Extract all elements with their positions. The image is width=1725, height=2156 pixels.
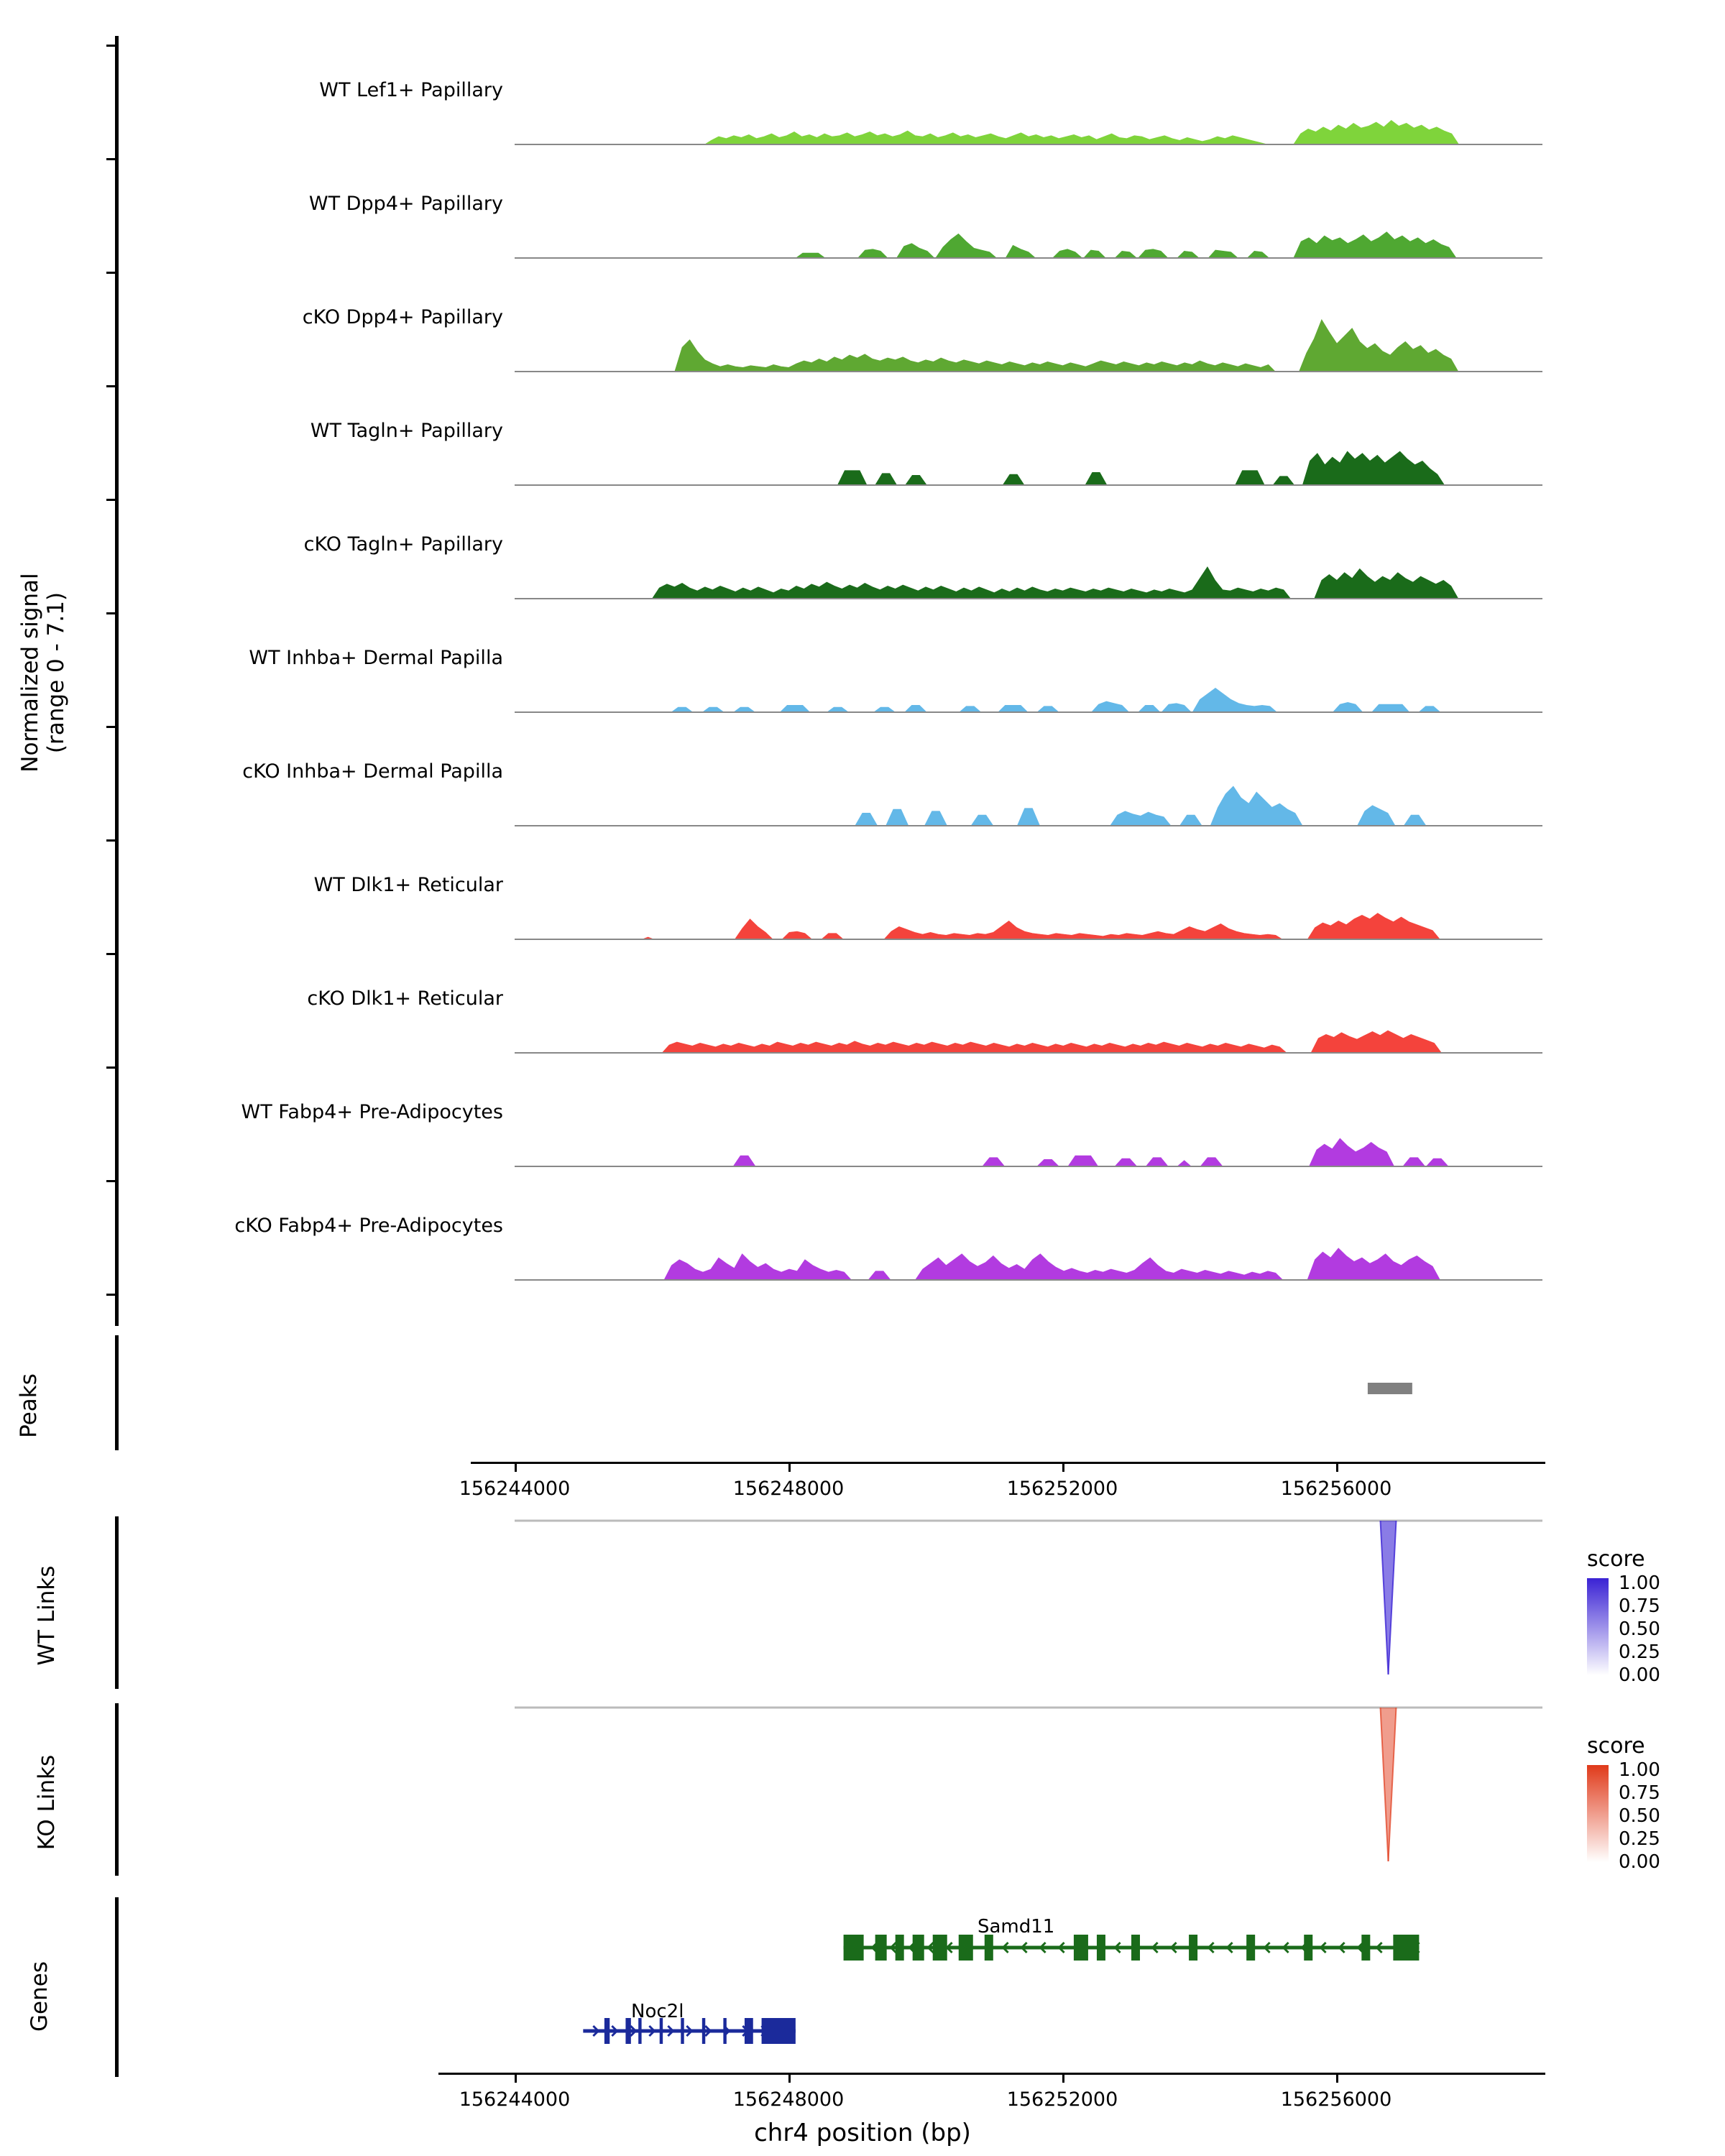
y-axis-tick: [106, 612, 116, 614]
y-axis-tick: [106, 158, 116, 160]
track-label-4: cKO Tagln+ Papillary: [303, 533, 503, 556]
ko-links-track: [515, 1703, 1542, 1876]
peaks-track: [515, 1335, 1542, 1450]
signal-track-8: [515, 995, 1542, 1054]
x-axis-tick-bottom: [515, 2073, 517, 2083]
signal-track-10: [515, 1222, 1542, 1281]
track-label-9: WT Fabp4+ Pre-Adipocytes: [241, 1101, 503, 1123]
wt-links-legend-title: score: [1587, 1547, 1645, 1572]
y-axis-tick: [106, 1294, 116, 1296]
x-axis-tick: [788, 1462, 791, 1472]
x-tick-label-1: 156248000: [732, 1478, 845, 1500]
signal-track-0: [515, 86, 1542, 145]
y-axis-label-line1: Normalized signal: [17, 573, 43, 773]
x-tick-label-bottom-3: 156256000: [1280, 2088, 1392, 2111]
y-axis-tick: [106, 1067, 116, 1069]
wt-links-panel-label: WT Links: [34, 1565, 60, 1666]
ko-links-legend-tick-0: 1.00: [1619, 1759, 1660, 1781]
genes-panel-bracket: [115, 1897, 119, 2077]
peaks-panel-label: Peaks: [16, 1373, 42, 1438]
x-tick-label-bottom-2: 156252000: [1006, 2088, 1118, 2111]
track-label-8: cKO Dlk1+ Reticular: [307, 987, 503, 1010]
y-axis-tick: [106, 499, 116, 501]
ko-links-legend-colorbar: [1587, 1765, 1609, 1862]
signal-track-6: [515, 768, 1542, 826]
wt-links-legend-tick-3: 0.25: [1619, 1641, 1660, 1663]
x-tick-label-2: 156252000: [1006, 1478, 1118, 1500]
x-axis-tick: [1336, 1462, 1338, 1472]
track-label-6: cKO Inhba+ Dermal Papilla: [242, 760, 503, 783]
signal-track-9: [515, 1108, 1542, 1167]
ko-links-legend-tick-3: 0.25: [1619, 1828, 1660, 1850]
x-axis-tick-bottom: [788, 2073, 791, 2083]
ko-links-legend-tick-4: 0.00: [1619, 1851, 1660, 1873]
x-axis-title: chr4 position (bp): [754, 2119, 971, 2147]
peaks-x-axis-line: [471, 1462, 1545, 1464]
signal-track-3: [515, 427, 1542, 486]
wt-links-track: [515, 1516, 1542, 1689]
ko-links-panel-bracket: [115, 1703, 119, 1876]
wt-links-legend-tick-2: 0.50: [1619, 1618, 1660, 1640]
ko-links-legend-tick-2: 0.50: [1619, 1805, 1660, 1827]
wt-links-legend-tick-1: 0.75: [1619, 1595, 1660, 1617]
track-label-2: cKO Dpp4+ Papillary: [302, 306, 503, 328]
x-tick-label-bottom-0: 156244000: [459, 2088, 571, 2111]
y-axis-tick: [106, 272, 116, 274]
x-tick-label-0: 156244000: [459, 1478, 571, 1500]
wt-links-legend-colorbar: [1587, 1578, 1609, 1675]
ko-links-panel-label: KO Links: [34, 1754, 60, 1851]
track-label-0: WT Lef1+ Papillary: [319, 79, 503, 101]
y-axis-tick: [106, 45, 116, 47]
peaks-panel-bracket: [115, 1335, 119, 1450]
x-tick-label-bottom-1: 156248000: [732, 2088, 845, 2111]
y-axis-tick: [106, 953, 116, 955]
ko-links-legend-title: score: [1587, 1733, 1645, 1759]
genes-panel-label: Genes: [27, 1961, 52, 2032]
x-axis-tick-bottom: [1336, 2073, 1338, 2083]
wt-links-legend-tick-4: 0.00: [1619, 1664, 1660, 1686]
track-label-7: WT Dlk1+ Reticular: [313, 874, 503, 896]
signal-track-2: [515, 313, 1542, 372]
y-axis-tick: [106, 385, 116, 387]
track-label-10: cKO Fabp4+ Pre-Adipocytes: [234, 1215, 503, 1237]
track-label-3: WT Tagln+ Papillary: [310, 420, 503, 442]
signal-track-1: [515, 200, 1542, 259]
signal-panel-bracket: [115, 36, 119, 1326]
genes-x-axis-line: [438, 2073, 1545, 2075]
signal-track-4: [515, 540, 1542, 599]
y-axis-tick: [106, 1180, 116, 1182]
x-tick-label-3: 156256000: [1280, 1478, 1392, 1500]
x-axis-tick: [1062, 1462, 1064, 1472]
ko-links-legend-tick-1: 0.75: [1619, 1782, 1660, 1804]
y-axis-tick: [106, 839, 116, 842]
gene-label-noc2l: Noc2l: [631, 2001, 684, 2022]
track-label-1: WT Dpp4+ Papillary: [308, 193, 503, 215]
y-axis-label-line2: (range 0 - 7.1): [43, 591, 69, 754]
signal-track-7: [515, 881, 1542, 940]
wt-links-legend-tick-0: 1.00: [1619, 1572, 1660, 1594]
x-axis-tick-bottom: [1062, 2073, 1064, 2083]
x-axis-tick: [515, 1462, 517, 1472]
y-axis-tick: [106, 726, 116, 728]
wt-links-panel-bracket: [115, 1516, 119, 1689]
track-label-5: WT Inhba+ Dermal Papilla: [249, 647, 503, 669]
gene-label-samd11: Samd11: [978, 1916, 1055, 1938]
signal-track-5: [515, 654, 1542, 713]
